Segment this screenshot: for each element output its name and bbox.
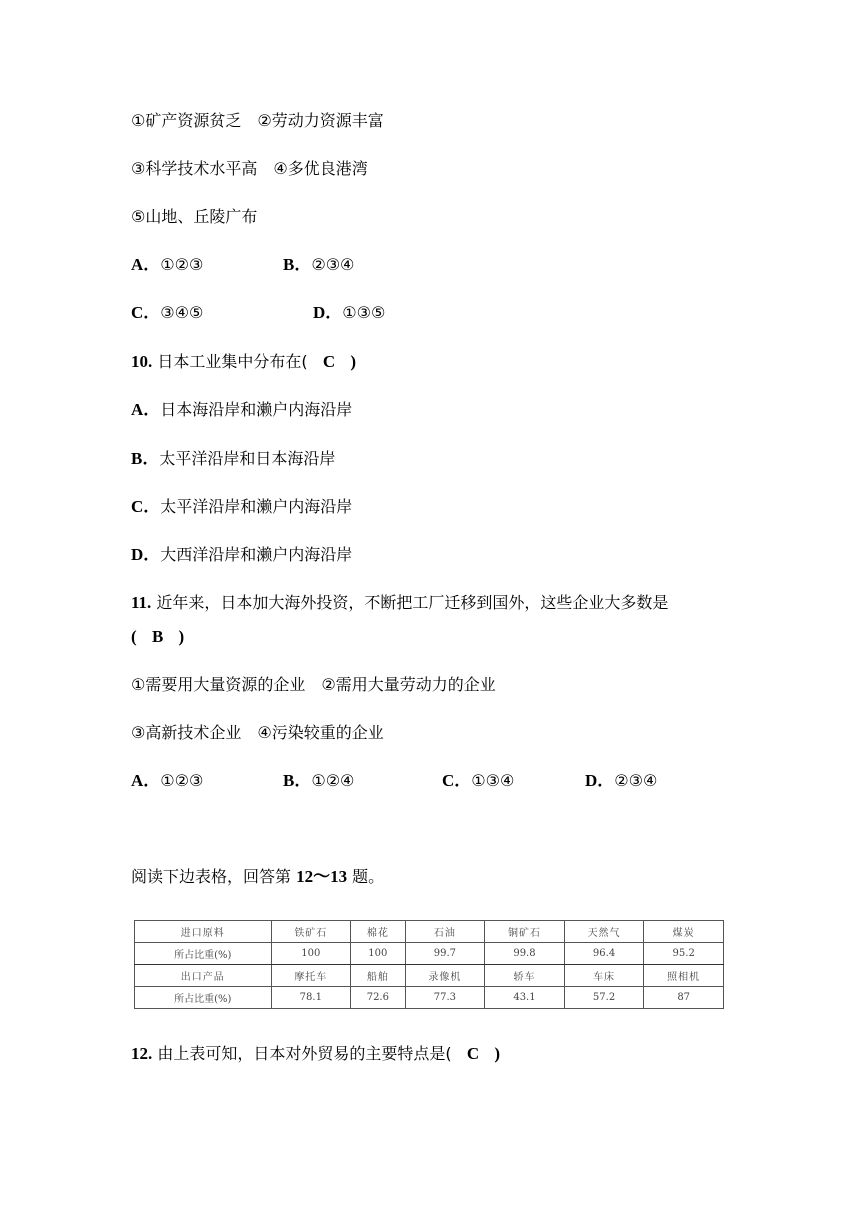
table-row-export-share <box>135 987 724 1009</box>
q11-option-b <box>283 770 354 792</box>
table-cell: 进口原料 <box>135 921 272 943</box>
table-cell: 天然气 <box>564 921 644 943</box>
q9-option-c <box>131 302 203 324</box>
q9-option-d <box>313 302 385 324</box>
option-text: ①③⑤ <box>342 303 386 322</box>
table-cell: 铜矿石 <box>485 921 565 943</box>
option-text: ③④⑤ <box>160 303 204 322</box>
q11-items-line-1: ①需要用大量资源的企业 ②需用大量劳动力的企业 <box>131 675 496 694</box>
option-text: ①②④ <box>311 771 355 790</box>
table-cell: 100 <box>271 943 351 965</box>
intro-pre: 阅读下边表格，回答第 <box>131 867 297 886</box>
option-text: ①②③ <box>160 771 204 790</box>
option-text: ②③④ <box>614 771 658 790</box>
table-cell: 棉花 <box>351 921 405 943</box>
q10-option-c <box>131 496 352 518</box>
intro-post: 题。 <box>347 867 385 886</box>
table-cell: 煤炭 <box>644 921 724 943</box>
table-cell: 72.6 <box>351 987 405 1009</box>
table-row-import-header <box>135 921 724 943</box>
option-letter: B． <box>131 449 160 468</box>
option-letter: D． <box>585 771 615 790</box>
q9-items-line-2: ③科学技术水平高 ④多优良港湾 <box>131 159 368 178</box>
answer-letter: C <box>322 352 336 371</box>
q10-option-d <box>131 544 352 566</box>
table-cell: 95.2 <box>644 943 724 965</box>
table-intro <box>131 866 384 888</box>
option-letter: A． <box>131 400 161 419</box>
table-cell: 摩托车 <box>271 965 351 987</box>
table-cell: 99.8 <box>485 943 565 965</box>
table-cell: 99.7 <box>405 943 485 965</box>
table-cell: 77.3 <box>405 987 485 1009</box>
close-paren: ) <box>350 352 357 371</box>
option-letter: B． <box>283 255 312 274</box>
table-cell: 78.1 <box>271 987 351 1009</box>
option-letter: A． <box>131 771 161 790</box>
table-cell: 石油 <box>405 921 485 943</box>
table-cell: 船舶 <box>351 965 405 987</box>
q9-option-b <box>283 254 354 276</box>
option-letter: C． <box>442 771 472 790</box>
trade-table <box>134 920 724 1009</box>
q10-stem <box>131 351 356 373</box>
q12-stem <box>131 1043 500 1065</box>
close-paren: ) <box>494 1044 501 1063</box>
q10-option-b <box>131 448 335 470</box>
table-cell: 43.1 <box>485 987 565 1009</box>
q11-items-line-2: ③高新技术企业 ④污染较重的企业 <box>131 723 384 742</box>
table-cell: 铁矿石 <box>271 921 351 943</box>
q11-option-a <box>131 770 203 792</box>
q11-answer-line <box>131 626 184 648</box>
table-cell: 所占比重(%) <box>135 943 272 965</box>
question-text: 由上表可知，日本对外贸易的主要特点是( <box>157 1044 452 1063</box>
q9-items-line-1: ①矿产资源贫乏 ②劳动力资源丰富 <box>131 111 384 130</box>
q11-option-c <box>442 770 514 792</box>
table-row-import-share <box>135 943 724 965</box>
question-text: 近年来，日本加大海外投资，不断把工厂迁移到国外，这些企业大多数是 <box>156 593 669 612</box>
q9-option-a <box>131 254 203 276</box>
question-text: 日本工业集中分布在( <box>157 352 308 371</box>
option-letter: C． <box>131 303 161 322</box>
table-row-export-header <box>135 965 724 987</box>
question-number: 11. <box>131 593 152 612</box>
close-paren: ) <box>178 627 185 646</box>
option-text: 大西洋沿岸和濑户内海沿岸 <box>160 545 353 564</box>
option-letter: B． <box>283 771 312 790</box>
option-text: 太平洋沿岸和濑户内海沿岸 <box>160 497 353 516</box>
intro-range: 12～13 <box>296 867 348 886</box>
table-cell: 96.4 <box>564 943 644 965</box>
table-cell: 所占比重(%) <box>135 987 272 1009</box>
answer-letter: C <box>466 1044 480 1063</box>
option-text: ①②③ <box>160 255 204 274</box>
option-text: 日本海沿岸和濑户内海沿岸 <box>160 400 353 419</box>
q11-stem <box>131 592 668 614</box>
table-cell: 录像机 <box>405 965 485 987</box>
question-number: 10. <box>131 352 153 371</box>
option-letter: A． <box>131 255 161 274</box>
table-cell: 87 <box>644 987 724 1009</box>
q11-option-d <box>585 770 657 792</box>
table-cell: 照相机 <box>644 965 724 987</box>
question-number: 12. <box>131 1044 153 1063</box>
option-letter: D． <box>313 303 343 322</box>
q9-items-line-3: ⑤山地、丘陵广布 <box>131 207 258 226</box>
option-text: 太平洋沿岸和日本海沿岸 <box>159 449 336 468</box>
q10-option-a <box>131 399 352 421</box>
table-cell: 100 <box>351 943 405 965</box>
table-cell: 车床 <box>564 965 644 987</box>
option-letter: C． <box>131 497 161 516</box>
option-letter: D． <box>131 545 161 564</box>
option-text: ②③④ <box>311 255 355 274</box>
open-paren: ( <box>131 627 137 646</box>
option-text: ①③④ <box>471 771 515 790</box>
table-cell: 出口产品 <box>135 965 272 987</box>
table-cell: 57.2 <box>564 987 644 1009</box>
table-cell: 轿车 <box>485 965 565 987</box>
answer-letter: B <box>151 627 164 646</box>
